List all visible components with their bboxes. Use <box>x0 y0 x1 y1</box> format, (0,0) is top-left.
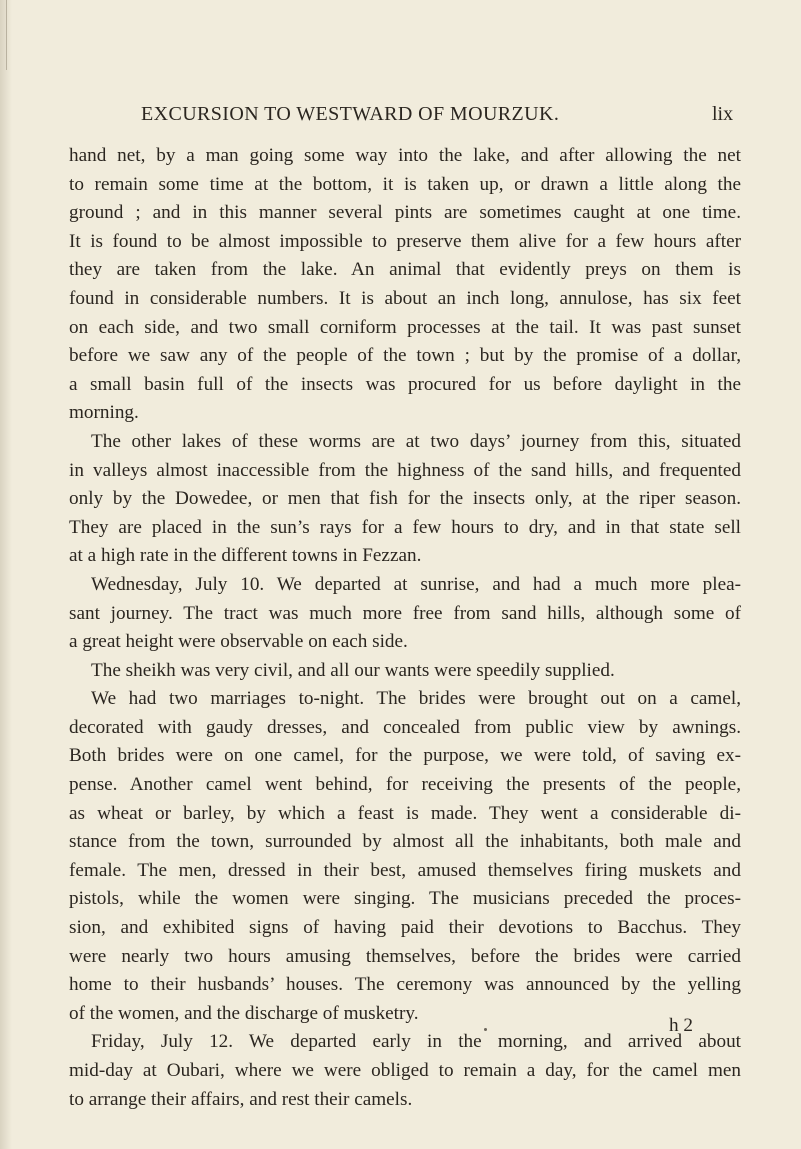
text-line: ground ; and in this manner several pints are sometimes caught at one time. <box>69 202 741 224</box>
text-line: to arrange their affairs, and rest their camels. <box>69 1088 413 1110</box>
paragraph-start-line: Friday, July 12. We departed early in the morning, and arrived about <box>91 1031 741 1053</box>
text-line: pistols, while the women were singing. The musicians preceded the proces- <box>69 888 741 910</box>
signature-footer <box>484 1015 734 1043</box>
printer-dot <box>484 1028 487 1031</box>
running-title: EXCURSION TO WESTWARD OF MOURZUK. <box>141 103 560 125</box>
text-line: hand net, by a man going some way into the lake, and after allowing the net <box>69 145 741 166</box>
text-line: a great height were observable on each side. <box>69 631 408 653</box>
paragraph-start-line: Wednesday, July 10. We departed at sunrise, and had a much more plea- <box>91 573 741 595</box>
text-line: It is found to be almost impossible to preserve them alive for a few hours after <box>69 230 741 252</box>
text-line: home to their husbands’ houses. The ceremony was announced by the yelling <box>69 974 741 996</box>
text-line: Both brides were on one camel, for the purpose, we were told, of saving ex- <box>69 745 741 767</box>
paragraph-start-line: We had two marriages to-night. The brides were brought out on a camel, <box>91 688 741 710</box>
text-line: mid-day at Oubari, where we were obliged to remain a day, for the camel men <box>69 1060 741 1081</box>
text-line: They are placed in the sun’s rays for a few hours to dry, and in that state sell <box>69 516 741 538</box>
text-line: sion, and exhibited signs of having paid their devotions to Bacchus. They <box>69 917 741 939</box>
text-line: stance from the town, surrounded by almost all the inhabitants, both male and <box>69 831 741 853</box>
text-line: in valleys almost inaccessible from the highness of the sand hills, and frequented <box>69 459 741 481</box>
text-line: female. The men, dressed in their best, amused themselves firing muskets and <box>69 859 741 881</box>
page-number: lix <box>712 103 734 125</box>
text-line: a small basin full of the insects was procured for us before daylight in the <box>69 373 741 395</box>
text-line: decorated with gaudy dresses, and concealed from public view by awnings. <box>69 716 741 738</box>
text-line: sant journey. The tract was much more free from sand hills, although some of <box>69 602 741 624</box>
paragraph-start-line: The sheikh was very civil, and all our wants were speedily supplied. <box>91 659 615 681</box>
text-line: pense. Another camel went behind, for receiving the presents of the people, <box>69 774 741 796</box>
text-line: before we saw any of the people of the town ; but by the promise of a dollar, <box>69 345 741 367</box>
text-body <box>69 142 741 1114</box>
page-edge-line <box>6 0 7 70</box>
running-head <box>0 103 801 133</box>
paragraph-start-line: The other lakes of these worms are at two days’ journey from this, situated <box>91 430 741 452</box>
text-line: to remain some time at the bottom, it is taken up, or drawn a little along the <box>69 173 741 195</box>
signature-mark: h 2 <box>669 1015 693 1036</box>
page-edge-shadow <box>0 0 12 1149</box>
text-line: of the women, and the discharge of musketry. <box>69 1002 419 1024</box>
text-line: on each side, and two small corniform processes at the tail. It was past sunset <box>69 316 741 338</box>
text-line: they are taken from the lake. An animal that evidently preys on them is <box>69 259 741 281</box>
text-line: morning. <box>69 402 139 424</box>
text-line: were nearly two hours amusing themselves, before the brides were carried <box>69 945 741 967</box>
text-line: only by the Dowedee, or men that fish for the insects only, at the riper season. <box>69 488 741 510</box>
text-line: found in considerable numbers. It is about an inch long, annulose, has six feet <box>69 287 741 309</box>
text-line: at a high rate in the different towns in Fezzan. <box>69 545 422 567</box>
text-line: as wheat or barley, by which a feast is made. They went a considerable di- <box>69 802 741 824</box>
